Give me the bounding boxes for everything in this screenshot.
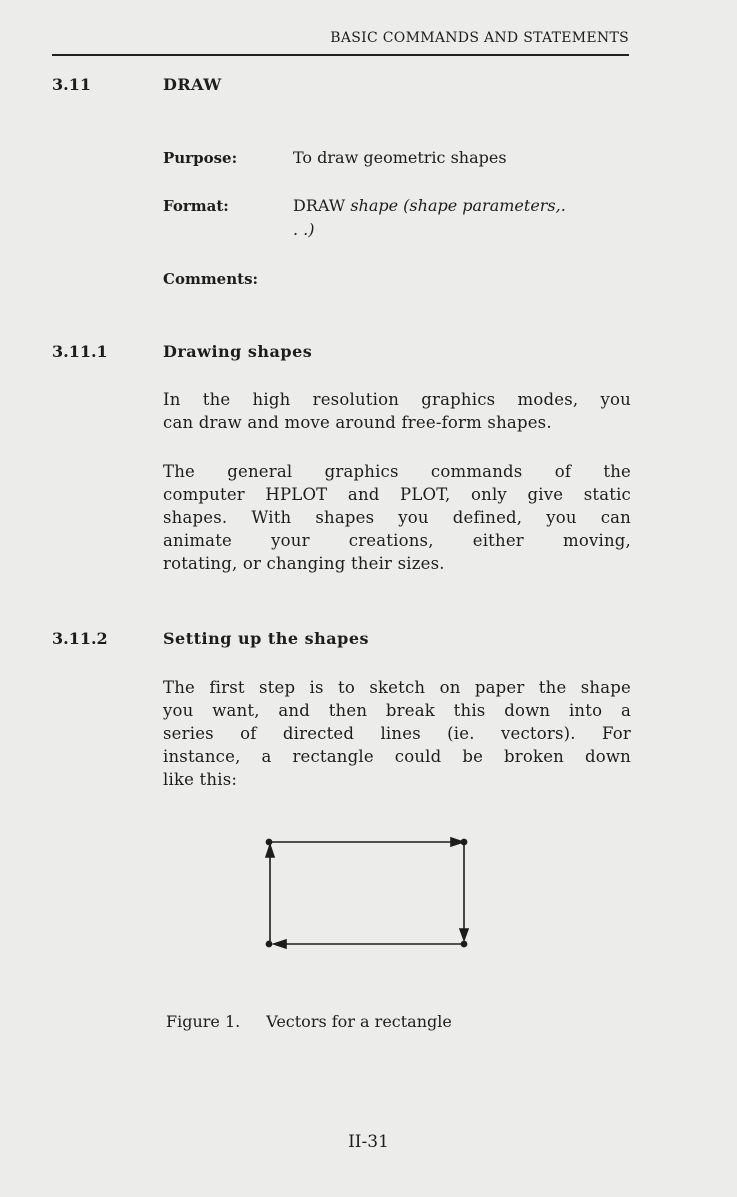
purpose-label: Purpose: xyxy=(163,149,238,167)
text-line: shapes. With shapes you defined, you can xyxy=(163,508,631,527)
rectangle-vector-figure xyxy=(258,830,478,960)
subsection-number: 3.11.1 xyxy=(52,342,108,361)
format-value xyxy=(293,196,633,215)
arrowhead-down xyxy=(460,929,468,940)
figure-caption-text: Vectors for a rectangle xyxy=(266,1012,452,1031)
text-line: animate your creations, either moving, xyxy=(163,531,631,550)
text-line: like this: xyxy=(163,770,238,789)
format-args-line1: shape (shape parameters,. xyxy=(350,196,566,215)
text-line: rotating, or changing their sizes. xyxy=(163,554,445,573)
text-line: In the high resolution graphics modes, you xyxy=(163,390,631,409)
text-line: you want, and then break this down into a xyxy=(163,701,631,720)
section-title: DRAW xyxy=(163,75,222,94)
text-line: computer HPLOT and PLOT, only give static xyxy=(163,485,631,504)
arrowhead-up xyxy=(266,845,274,857)
paragraph xyxy=(163,460,631,575)
subsection-title: Drawing shapes xyxy=(163,342,313,361)
format-label: Format: xyxy=(163,197,229,215)
page-number: II-31 xyxy=(348,1132,389,1152)
header-rule xyxy=(52,54,629,56)
text-line: series of directed lines (ie. vectors). For xyxy=(163,724,631,743)
corner-dot xyxy=(461,941,466,946)
section-number: 3.11 xyxy=(52,75,91,94)
format-args-line2: . .) xyxy=(293,220,315,239)
figure-label: Figure 1. xyxy=(166,1012,241,1031)
running-header: BASIC COMMANDS AND STATEMENTS xyxy=(330,30,629,46)
text-line: The general graphics commands of the xyxy=(163,462,631,481)
subsection-title: Setting up the shapes xyxy=(163,629,370,648)
text-line: instance, a rectangle could be broken down xyxy=(163,747,631,766)
comments-label: Comments: xyxy=(163,270,259,288)
text-line: can draw and move around free-form shapes. xyxy=(163,413,552,432)
corner-dot xyxy=(266,941,271,946)
subsection-number: 3.11.2 xyxy=(52,629,108,648)
purpose-value: To draw geometric shapes xyxy=(293,148,507,167)
corner-dot xyxy=(461,839,466,844)
paragraph xyxy=(163,676,631,791)
corner-dot xyxy=(266,839,271,844)
arrowhead-left xyxy=(274,940,286,948)
figure-caption xyxy=(166,1012,452,1031)
format-command: DRAW xyxy=(293,196,346,215)
paragraph xyxy=(163,388,631,434)
text-line: The first step is to sketch on paper the shape xyxy=(163,678,631,697)
